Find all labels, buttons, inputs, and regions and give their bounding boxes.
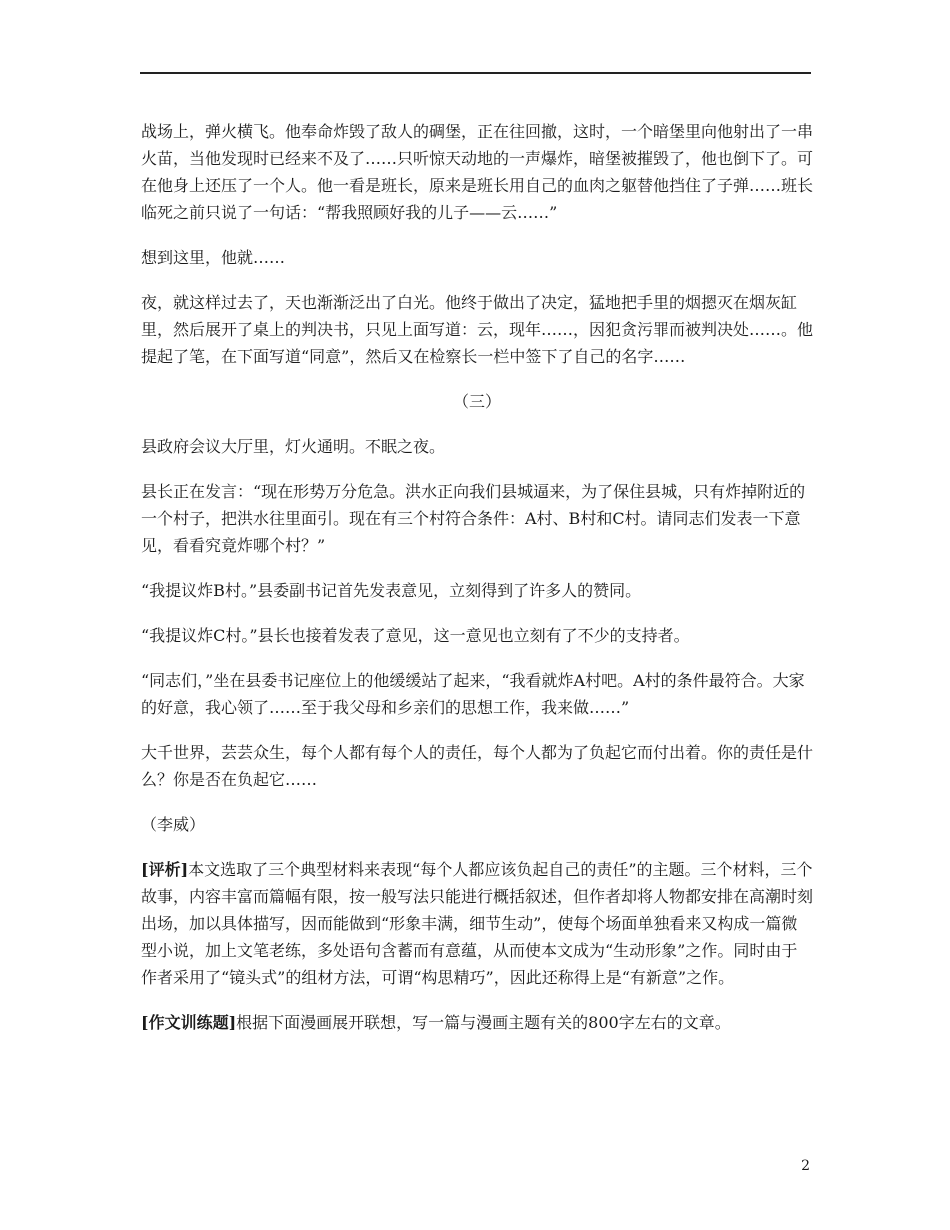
paragraph-village-c: “我提议炸C村。”县长也接着发表了意见，这一意见也立刻有了不少的支持者。: [141, 626, 690, 645]
section-heading: （三）: [452, 392, 501, 411]
review-tag: [评析]: [141, 860, 189, 879]
review-text: 本文选取了三个典型材料来表现“每个人都应该负起自己的责任”的主题。三个材料，三个故事，内容丰富而篇幅有限，按一般写法只能进行概括叙述，但作者却将人物都安排在高潮时刻出场，加以具体描写，因而能做到“形象丰满，细节生动”，使每个场面单独看来又构成一篇微型小说，加上文笔老练，多处语句含蓄而有意蕴，从而使本文成为“生动形象”之作。同时由于作者采用了“镜头式”的组材方法，可谓“构思精巧”，因此还称得上是“有新意”之作。: [141, 860, 814, 987]
exercise-tag: [作文训练题]: [141, 1013, 237, 1032]
header-rule: [140, 72, 811, 74]
paragraph-battlefield: 战场上，弹火横飞。他奉命炸毁了敌人的碉堡，正在往回撤，这时，一个暗堡里向他射出了一串火苗，当他发现时已经来不及了……只听惊天动地的一声爆炸，暗堡被摧毁了，他也倒下了。可在他身上还压了一个人。他一看是班长，原来是班长用自己的血肉之躯替他挡住了子弹……班长临死之前只说了一句话：“帮我照顾好我的儿子——云……”: [141, 122, 814, 222]
exercise-text: 根据下面漫画展开联想，写一篇与漫画主题有关的800字左右的文章。: [236, 1013, 731, 1032]
paragraph-meeting-hall: 县政府会议大厅里，灯火通明。不眠之夜。: [141, 437, 446, 456]
author-credit: （李威）: [141, 815, 206, 834]
document-body: [141, 118, 813, 1054]
paragraph-village-b: “我提议炸B村。”县委副书记首先发表意见，立刻得到了许多人的赞同。: [141, 581, 642, 600]
paragraph-county-head-speech: 县长正在发言：“现在形势万分危急。洪水正向我们县城逼来，为了保住县城，只有炸掉附近的一个村子，把洪水往里面引。现在有三个村符合条件：A村、B村和C村。请同志们发表一下意见，看看究竟炸哪个村？”: [141, 482, 806, 555]
page-number: 2: [801, 1158, 810, 1174]
paragraph-recall: 想到这里，他就……: [141, 248, 286, 267]
review-paragraph: [141, 856, 813, 991]
paragraph-verdict: 夜，就这样过去了，天也渐渐泛出了白光。他终于做出了决定，猛地把手里的烟摁灭在烟灰缸里，然后展开了桌上的判决书，只见上面写道：云，现年……，因犯贪污罪而被判决处……。他提起了笔，在下面写道“同意”，然后又在检察长一栏中签下了自己的名字……: [141, 293, 814, 366]
exercise-paragraph: [141, 1009, 813, 1036]
paragraph-conclusion: 大千世界，芸芸众生，每个人都有每个人的责任，每个人都为了负起它而付出着。你的责任是什么？你是否在负起它……: [141, 743, 814, 789]
paragraph-village-a: “同志们，”坐在县委书记座位上的他缓缓站了起来，“我看就炸A村吧。A村的条件最符合。大家的好意，我心领了……至于我父母和乡亲们的思想工作，我来做……”: [141, 671, 805, 717]
